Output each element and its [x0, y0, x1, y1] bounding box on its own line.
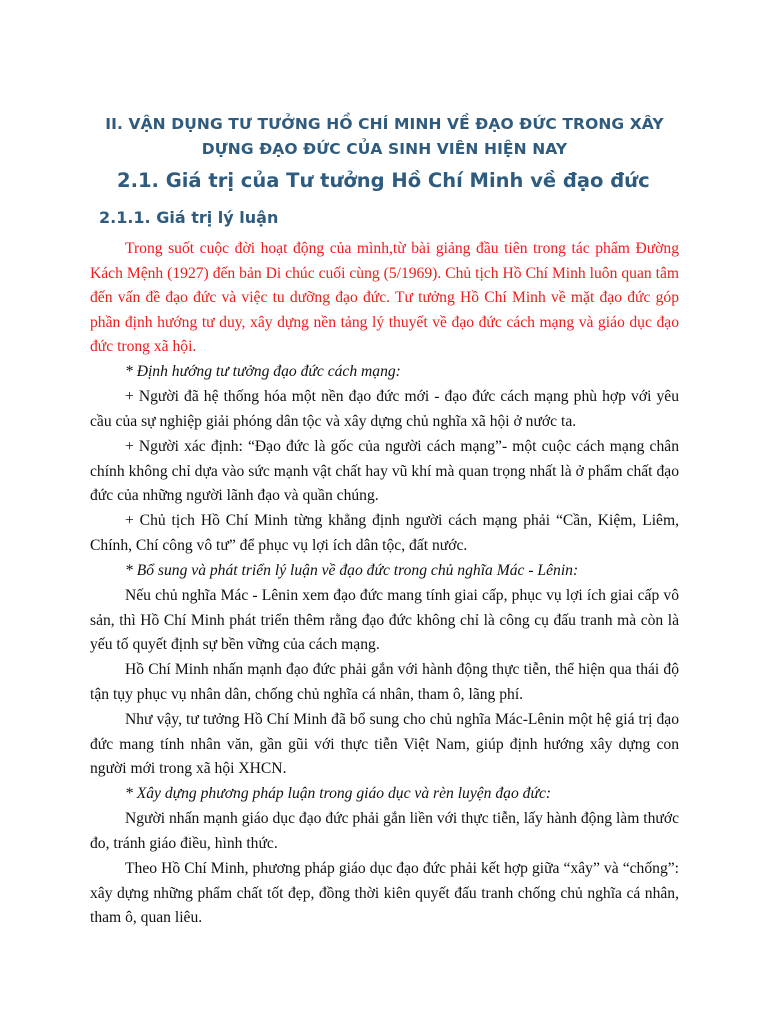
paragraph: Người nhấn mạnh giáo dục đạo đức phải gắn liền với thực tiễn, lấy hành động làm thước đo, tránh giáo điều, hình thức.: [90, 810, 679, 852]
body-text: [90, 237, 679, 931]
paragraph: + Người xác định: “Đạo đức là gốc của người cách mạng”- một cuộc cách mạng chân chính không chỉ dựa vào sức mạnh vật chất hay vũ khí mà quan trọng nhất là ở phẩm chất đạo đức của những người lãnh đạo và quần chúng.: [90, 438, 679, 505]
paragraph: + Người đã hệ thống hóa một nền đạo đức mới - đạo đức cách mạng phù hợp với yêu cầu của sự nghiệp giải phóng dân tộc và xây dựng chủ nghĩa xã hội ở nước ta.: [90, 388, 679, 430]
paragraph-subtopic-1: * Định hướng tư tưởng đạo đức cách mạng:: [125, 363, 401, 381]
paragraph-subtopic-3: * Xây dựng phương pháp luận trong giáo dục và rèn luyện đạo đức:: [125, 785, 552, 803]
paragraph-subtopic-2: * Bổ sung và phát triển lý luận về đạo đức trong chủ nghĩa Mác - Lênin:: [125, 561, 579, 579]
paragraph: Như vậy, tư tưởng Hồ Chí Minh đã bổ sung cho chủ nghĩa Mác-Lênin một hệ giá trị đạo đức mang tính nhân văn, gần gũi với thực tiễn Việt Nam, giúp định hướng xây dựng con người mới trong xã hội XHCN.: [90, 711, 679, 777]
section-heading: II. VẬN DỤNG TƯ TƯỞNG HỒ CHÍ MINH VỀ ĐẠO ĐỨC TRONG XÂY DỰNG ĐẠO ĐỨC CỦA SINH VIÊN HIỆN NAY: [105, 115, 664, 158]
paragraph: Hồ Chí Minh nhấn mạnh đạo đức phải gắn với hành động thực tiễn, thể hiện qua thái độ tận tụy phục vụ nhân dân, chống chủ nghĩa cá nhân, tham ô, lãng phí.: [90, 661, 679, 703]
paragraph: Nếu chủ nghĩa Mác - Lênin xem đạo đức mang tính giai cấp, phục vụ lợi ích giai cấp vô sản, thì Hồ Chí Minh phát triển thêm rằng đạo đức không chỉ là công cụ đấu tranh mà còn là yếu tố quyết định sự bền vững của cách mạng.: [90, 587, 679, 654]
paragraph: Theo Hồ Chí Minh, phương pháp giáo dục đạo đức phải kết hợp giữa “xây” và “chống”: xây dựng những phẩm chất tốt đẹp, đồng thời kiên quyết đấu tranh chống chủ nghĩa cá nhân, tham ô, quan liêu.: [90, 860, 679, 927]
paragraph: + Chủ tịch Hồ Chí Minh từng khẳng định người cách mạng phải “Cần, Kiệm, Liêm, Chính, Chí công vô tư” để phục vụ lợi ích dân tộc, đất nước.: [90, 512, 679, 554]
subsection-heading: 2.1. Giá trị của Tư tưởng Hồ Chí Minh về đạo đức: [117, 169, 650, 192]
paragraph-intro: Trong suốt cuộc đời hoạt động của mình,từ bài giảng đầu tiên trong tác phẩm Đường Kách Mệnh (1927) đến bản Di chúc cuối cùng (5/1969). Chủ tịch Hồ Chí Minh luôn quan tâm đến vấn đề đạo đức và việc tu dưỡng đạo đức. Tư tưởng Hồ Chí Minh về mặt đạo đức góp phần định hướng tư duy, xây dựng nền tảng lý thuyết về đạo đức cách mạng và giáo dục đạo đức trong xã hội.: [90, 240, 679, 355]
sub-subsection-heading: 2.1.1. Giá trị lý luận: [99, 208, 279, 227]
